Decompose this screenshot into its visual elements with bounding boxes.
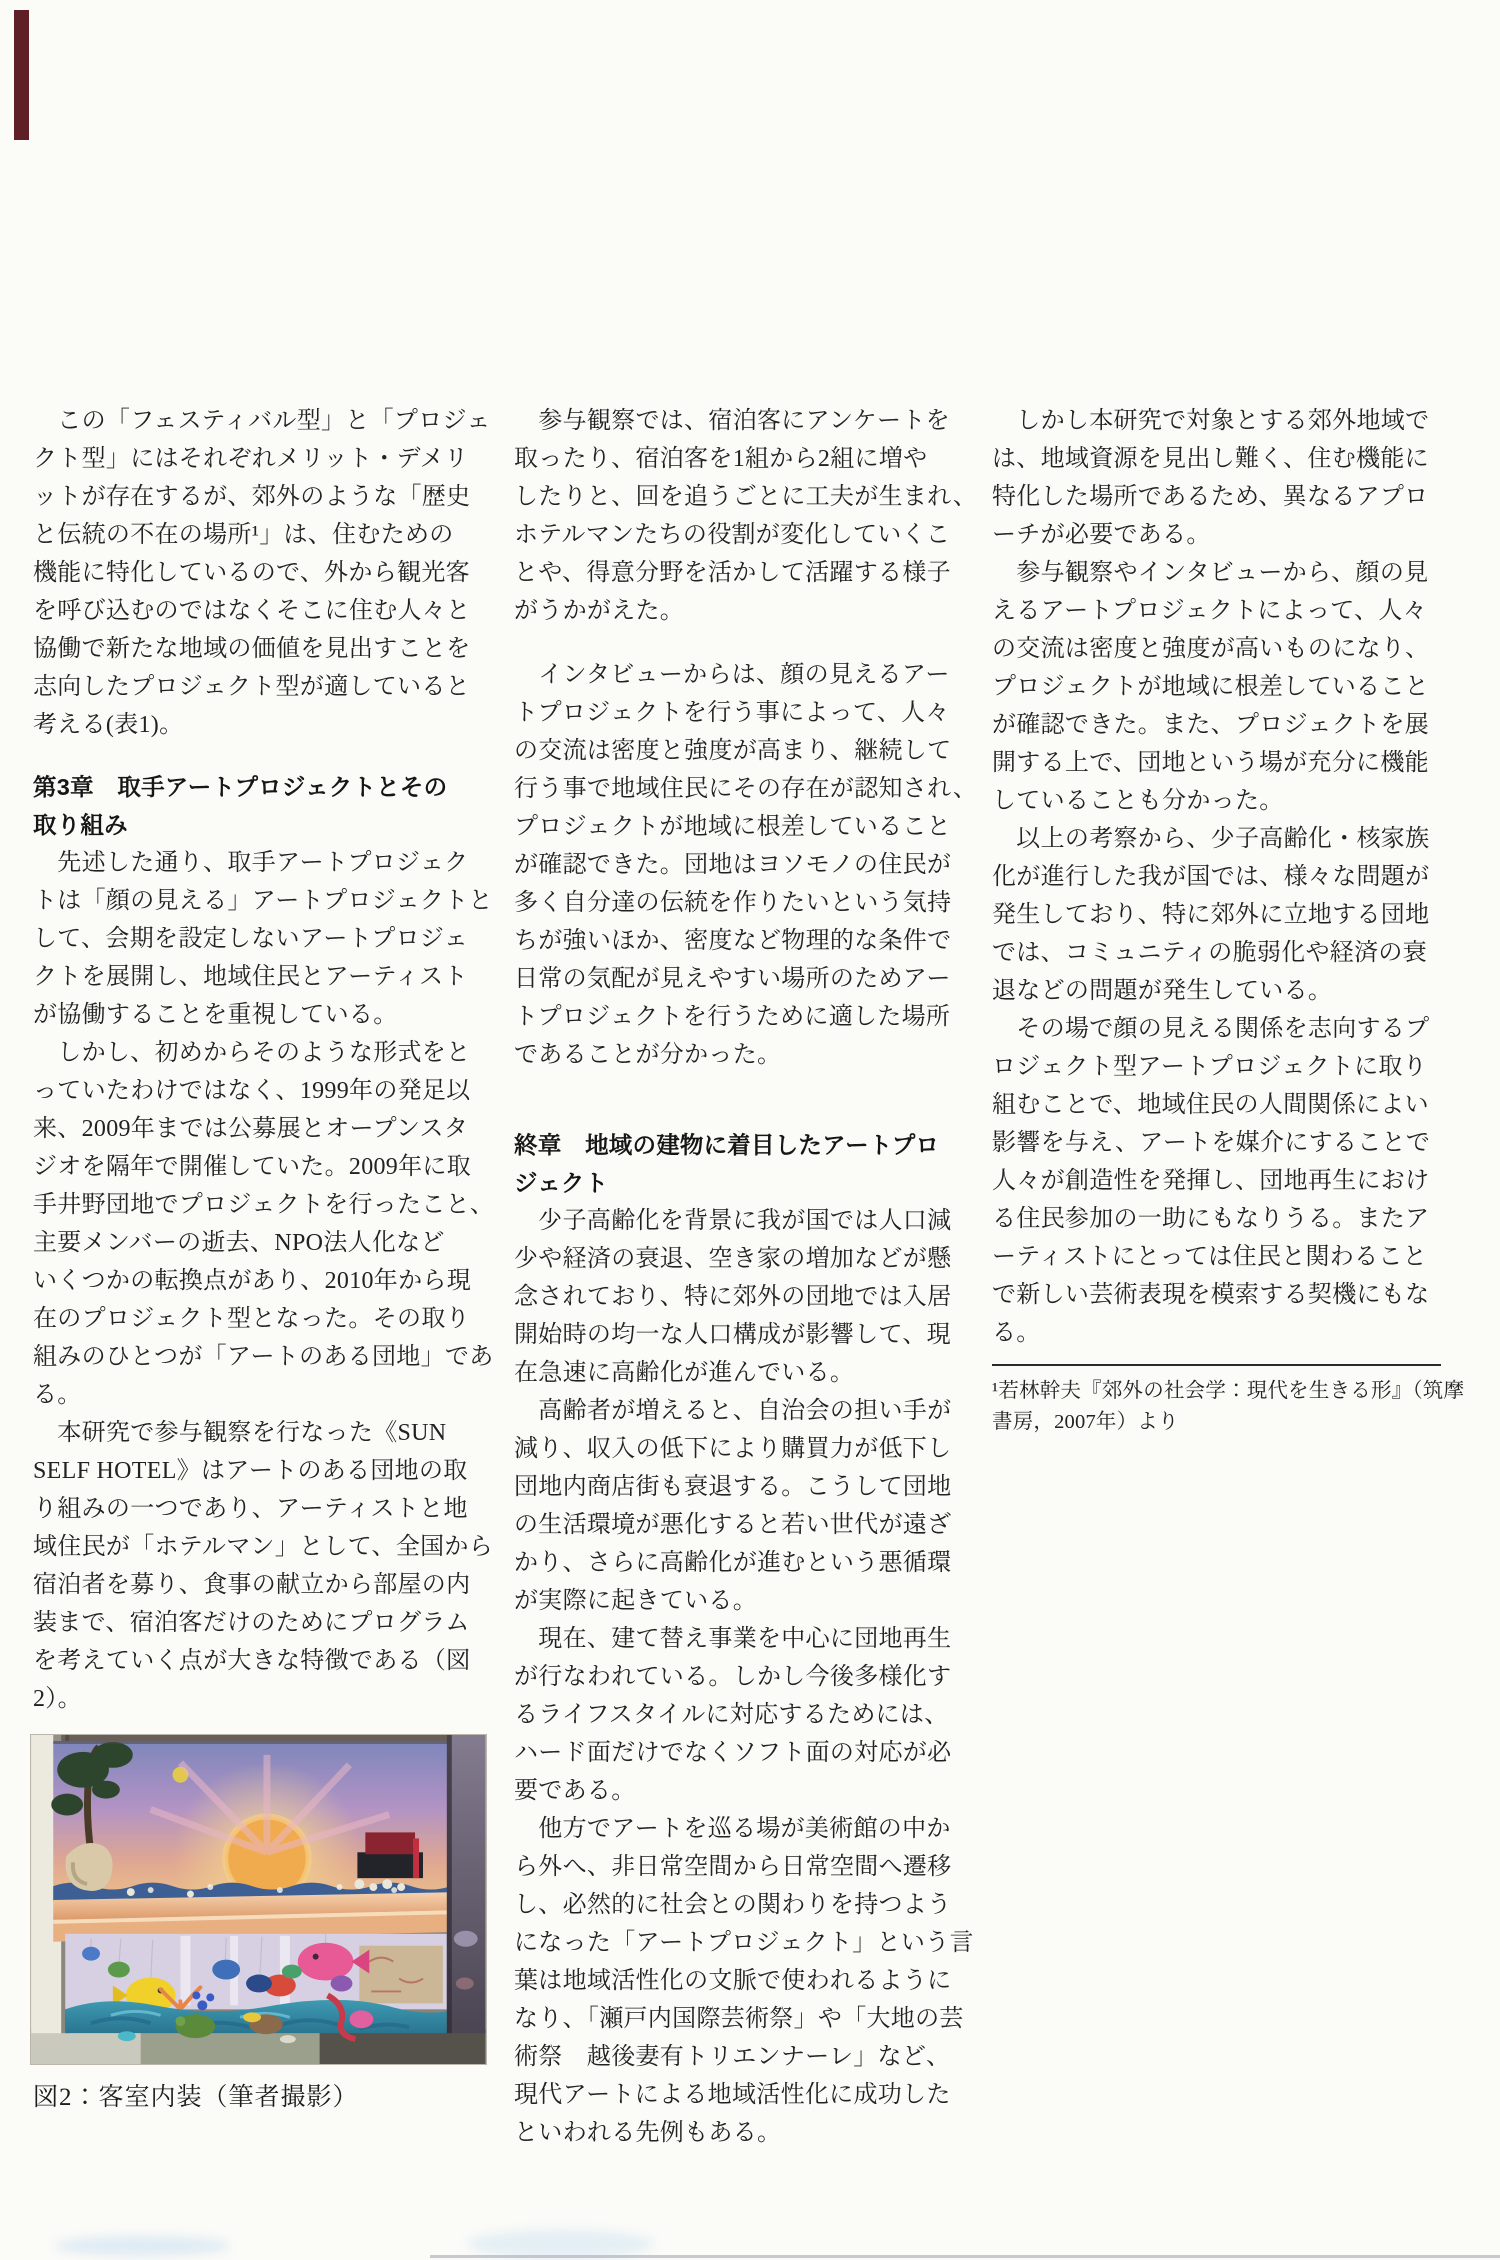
text-line: 少子高齢化を背景に我が国では人口減	[514, 1208, 952, 1234]
scan-smudge	[55, 2236, 230, 2256]
text-line: 開する上で、団地という場が充分に機能	[992, 750, 1429, 776]
text-line: の生活環境が悪化すると若い世代が遠ざ	[514, 1512, 952, 1538]
text-line: ら外へ、非日常空間から日常空間へ遷移	[514, 1854, 952, 1880]
column-1	[33, 402, 495, 2113]
text-line: プロジェクトが地域に根差していること	[514, 814, 951, 840]
text-line: 退などの問題が発生している。	[992, 978, 1333, 1004]
text-line: トは「顔の見える」アートプロジェクトと	[33, 888, 493, 914]
text-line: えるアートプロジェクトによって、人々	[992, 598, 1427, 624]
text-line: 日常の気配が見えやすい場所のためアー	[514, 966, 951, 992]
text-line: 行う事で地域住民にその存在が認知され、	[514, 776, 978, 802]
text-line: 在のプロジェクト型となった。その取り	[33, 1306, 470, 1332]
text-line: 団地内商店街も衰退する。こうして団地	[514, 1474, 952, 1500]
text-line: トプロジェクトを行う事によって、人々	[514, 700, 950, 726]
text-line: になった「アートプロジェクト」という言	[514, 1930, 974, 1956]
text-line: 組みのひとつが「アートのある団地」であ	[33, 1344, 494, 1370]
page-edge-mark	[14, 10, 29, 140]
column-3-text	[992, 402, 1441, 1352]
text-line: しかし本研究で対象とする郊外地域で	[992, 408, 1430, 434]
text-line: 本研究で参与観察を行なった《SUN	[33, 1420, 447, 1446]
text-line: ーティストにとっては住民と関わること	[992, 1244, 1427, 1270]
text-line: 参与観察やインタビューから、顔の見	[992, 560, 1429, 586]
text-line: る。	[33, 1382, 82, 1408]
text-line: なり、「瀬戸内国際芸術祭」や「大地の芸	[514, 2006, 964, 2032]
footnote-line: ¹若林幹夫『郊外の社会学：現代を生きる形』（筑摩	[992, 1380, 1465, 1402]
text-line: で新しい芸術表現を模索する契機にもな	[992, 1282, 1430, 1308]
text-line: その場で顔の見える関係を志向するプ	[992, 1016, 1430, 1042]
spacer	[514, 630, 962, 656]
text-line: 念されており、特に郊外の団地では入居	[514, 1284, 952, 1310]
text-line: 取ったり、宿泊客を1組から2組に増や	[514, 446, 928, 472]
text-line: 高齢者が増えると、自治会の担い手が	[514, 1398, 952, 1424]
text-line: 装まで、宿泊客だけのためにプログラム	[33, 1610, 470, 1636]
text-line: クトを展開し、地域住民とアーティスト	[33, 964, 468, 990]
figure-2-photo	[30, 1734, 487, 2065]
text-line: ロジェクト型アートプロジェクトに取り	[992, 1054, 1427, 1080]
text-line: して、会期を設定しないアートプロジェ	[33, 926, 468, 952]
footnote-line: 書房，2007年）より	[992, 1411, 1179, 1433]
text-line: 来、2009年までは公募展とオープンスタ	[33, 1116, 469, 1142]
text-line: ホテルマンたちの役割が変化していくこ	[514, 522, 951, 548]
text-line: が実際に起きている。	[514, 1588, 757, 1614]
text-line: いくつかの転換点があり、2010年から現	[33, 1268, 471, 1294]
text-line: 要である。	[514, 1778, 636, 1804]
text-line: る住民参加の一助にもなりうる。またア	[992, 1206, 1430, 1232]
text-line: と伝統の不在の場所¹」は、住むための	[33, 522, 454, 548]
text-line: かり、さらに高齢化が進むという悪循環	[514, 1550, 952, 1576]
text-line: プロジェクトが地域に根差していること	[992, 674, 1429, 700]
text-line: が確認できた。また、プロジェクトを展	[992, 712, 1429, 738]
text-line: が協働することを重視している。	[33, 1002, 398, 1028]
text-line: ットが存在するが、郊外のような「歴史	[33, 484, 471, 510]
text-line: クト型」にはそれぞれメリット・デメリ	[33, 446, 469, 472]
text-line: インタビューからは、顔の見えるアー	[514, 662, 950, 688]
text-line: 域住民が「ホテルマン」として、全国から	[33, 1534, 494, 1560]
text-line: 発生しており、特に郊外に立地する団地	[992, 902, 1430, 928]
text-line: 現代アートによる地域活性化に成功した	[514, 2082, 951, 2108]
text-line: る。	[992, 1320, 1041, 1346]
text-line: っていたわけではなく、1999年の発足以	[33, 1078, 471, 1104]
text-line: この「フェスティバル型」と「プロジェ	[33, 408, 491, 434]
footnote-divider	[992, 1364, 1441, 1366]
spacer	[514, 1074, 962, 1126]
text-line: 組むことで、地域住民の人間関係によい	[992, 1092, 1429, 1118]
text-line: していることも分かった。	[992, 788, 1284, 814]
heading-line: ジェクト	[514, 1170, 609, 1196]
text-line: り組みの一つであり、アーティストと地	[33, 1496, 468, 1522]
text-line: といわれる先例もある。	[514, 2120, 782, 2146]
text-line: がうかがえた。	[514, 598, 685, 624]
text-line: 他方でアートを巡る場が美術館の中か	[514, 1816, 951, 1842]
text-line: 2）。	[33, 1686, 82, 1712]
scan-smudge	[468, 2230, 653, 2258]
text-line: し、必然的に社会との関わりを持つよう	[514, 1892, 952, 1918]
text-line: の交流は密度と強度が高まり、継続して	[514, 738, 952, 764]
text-line: 志向したプロジェクト型が適していると	[33, 674, 470, 700]
page-bottom-edge	[430, 2255, 1500, 2258]
text-line: 現在、建て替え事業を中心に団地再生	[514, 1626, 952, 1652]
text-line: 宿泊者を募り、食事の献立から部屋の内	[33, 1572, 471, 1598]
text-line: 化が進行した我が国では、様々な問題が	[992, 864, 1430, 890]
text-line: 以上の考察から、少子高齢化・核家族	[992, 826, 1430, 852]
text-line: 主要メンバーの逝去、NPO法人化など	[33, 1230, 445, 1256]
text-line: 先述した通り、取手アートプロジェク	[33, 850, 469, 876]
text-line: しかし、初めからそのような形式をと	[33, 1040, 471, 1066]
heading-line: 取り組み	[33, 812, 128, 838]
spacer	[33, 744, 470, 768]
text-line: 協働で新たな地域の価値を見出すことを	[33, 636, 471, 662]
text-line: を考えていく点が大きな特徴である（図	[33, 1648, 471, 1674]
text-line: とや、得意分野を活かして活躍する様子	[514, 560, 951, 586]
footnote	[992, 1364, 1465, 1438]
text-line: 人々が創造性を発揮し、団地再生におけ	[992, 1168, 1430, 1194]
text-line: の交流は密度と強度が高いものになり、	[992, 636, 1430, 662]
heading-line: 第3章 取手アートプロジェクトとその	[33, 774, 448, 800]
text-line: 開始時の均一な人口構成が影響して、現	[514, 1322, 951, 1348]
text-line: SELF HOTEL》はアートのある団地の取	[33, 1458, 468, 1484]
text-line: 少や経済の衰退、空き家の増加などが懸	[514, 1246, 952, 1272]
text-line: したりと、回を追うごとに工夫が生まれ、	[514, 484, 978, 510]
text-line: を呼び込むのではなくそこに住む人々と	[33, 598, 471, 624]
text-line: 特化した場所であるため、異なるアプロ	[992, 484, 1429, 510]
text-line: が行なわれている。しかし今後多様化す	[514, 1664, 952, 1690]
text-line: 葉は地域活性化の文脈で使われるように	[514, 1968, 952, 1994]
text-line: ジオを隔年で開催していた。2009年に取	[33, 1154, 471, 1180]
text-line: 手井野団地でプロジェクトを行ったこと、	[33, 1192, 495, 1218]
text-line: 機能に特化しているので、外から観光客	[33, 560, 470, 586]
text-line: であることが分かった。	[514, 1042, 782, 1068]
column-2-text	[514, 402, 978, 2152]
text-line: 在急速に高齢化が進んでいる。	[514, 1360, 855, 1386]
heading-line: 終章 地域の建物に着目したアートプロ	[514, 1132, 940, 1158]
text-line: ハード面だけでなくソフト面の対応が必	[514, 1740, 952, 1766]
text-line: 影響を与え、アートを媒介にすることで	[992, 1130, 1431, 1156]
text-line: ちが強いほか、密度など物理的な条件で	[514, 928, 952, 954]
figure-2	[30, 1734, 487, 2113]
text-line: 多く自分達の伝統を作りたいという気持	[514, 890, 952, 916]
text-line: が確認できた。団地はヨソモノの住民が	[514, 852, 952, 878]
text-line: は、地域資源を見出し難く、住む機能に	[992, 446, 1429, 472]
column-3	[992, 402, 1465, 1438]
text-line: では、コミュニティの脆弱化や経済の衰	[992, 940, 1427, 966]
column-2	[514, 402, 978, 2152]
column-1-text	[33, 402, 495, 1718]
text-line: 考える(表1)。	[33, 712, 184, 738]
text-line: 参与観察では、宿泊客にアンケートを	[514, 408, 950, 434]
text-line: 術祭 越後妻有トリエンナーレ」など、	[514, 2044, 951, 2070]
text-line: ーチが必要である。	[992, 522, 1211, 548]
figure-2-caption: 図2：客室内装（筆者撮影）	[33, 2084, 359, 2111]
text-line: 減り、収入の低下により購買力が低下し	[514, 1436, 952, 1462]
text-line: るライフスタイルに対応するためには、	[514, 1702, 949, 1728]
text-line: トプロジェクトを行うために適した場所	[514, 1004, 951, 1030]
